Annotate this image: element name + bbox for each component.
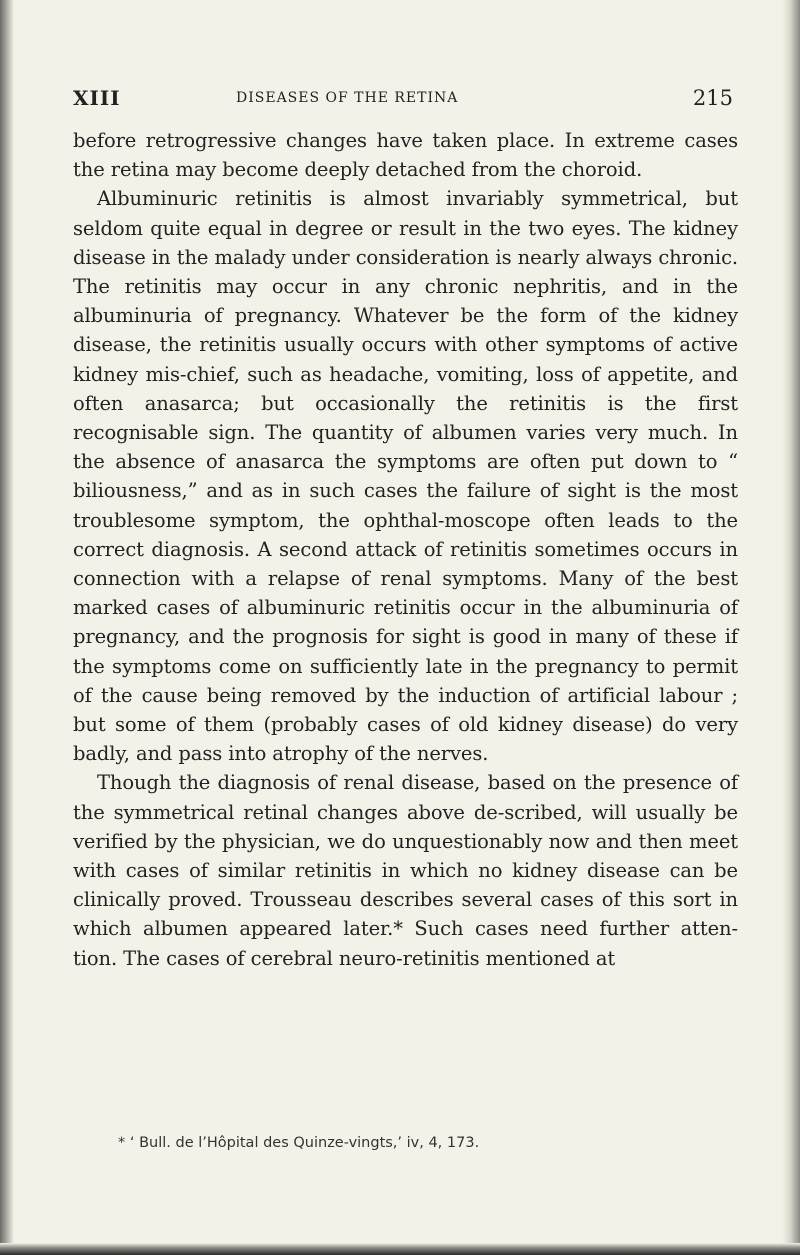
page-edge-bottom	[0, 1243, 800, 1255]
paragraph-3: Though the diagnosis of renal disease, based on the presence of the symmetrical retinal changes above de-scribed, will usually be verified by the physician, we do unquestionably now and then meet with cases of similar retinitis in which no kidney disease can be clinically proved. Trousseau describes several cases of this sort in which albumen appeared later.* Such cases need further atten-tion. The cases of cerebral neuro-retinitis mentioned at	[73, 771, 738, 970]
page-edge-left	[0, 0, 14, 1255]
running-title: DISEASES OF THE RETINA	[236, 90, 459, 106]
paragraph-2: Albuminuric retinitis is almost invariably symmetrical, but seldom quite equal in degree or result in the two eyes. The kidney disease in the malady under consideration is nearly always chronic. The retinitis may occur in any chronic nephritis, and in the albuminuria of pregnancy. Whatever be the form of the kidney disease, the retinitis usually occurs with other symptoms of active kidney mis-chief, such as headache, vomiting, loss of appetite, and often anasarca; but occasionally the retinitis is the first recognisable sign. The quantity of albumen varies very much. In the absence of anasarca the symptoms are often put down to “ biliousness,” and as in such cases the failure of sight is the most troublesome symptom, the ophthal-moscope often leads to the correct diagnosis. A second attack of retinitis sometimes occurs in connection with a relapse of renal symptoms. Many of the best marked cases of albuminuric retinitis occur in the albuminuria of pregnancy, and the prognosis for sight is good in many of these if the symptoms come on sufficiently late in the pregnancy to permit of the cause being removed by the induction of artificial labour ; but some of them (probably cases of old kidney disease) do very badly, and pass into atrophy of the nerves.	[73, 187, 738, 766]
body-text	[73, 126, 738, 973]
paragraph-1: before retrogressive changes have taken place. In extreme cases the retina may become deeply detached from the choroid.	[73, 129, 738, 182]
page-number: 215	[692, 86, 733, 110]
page-edge-right	[782, 0, 800, 1255]
chapter-number: XIII	[73, 86, 121, 110]
footnote: * ‘ Bull. de l’Hôpital des Quinze-vingts,’ iv, 4, 173.	[118, 1135, 480, 1151]
running-header	[73, 86, 733, 116]
